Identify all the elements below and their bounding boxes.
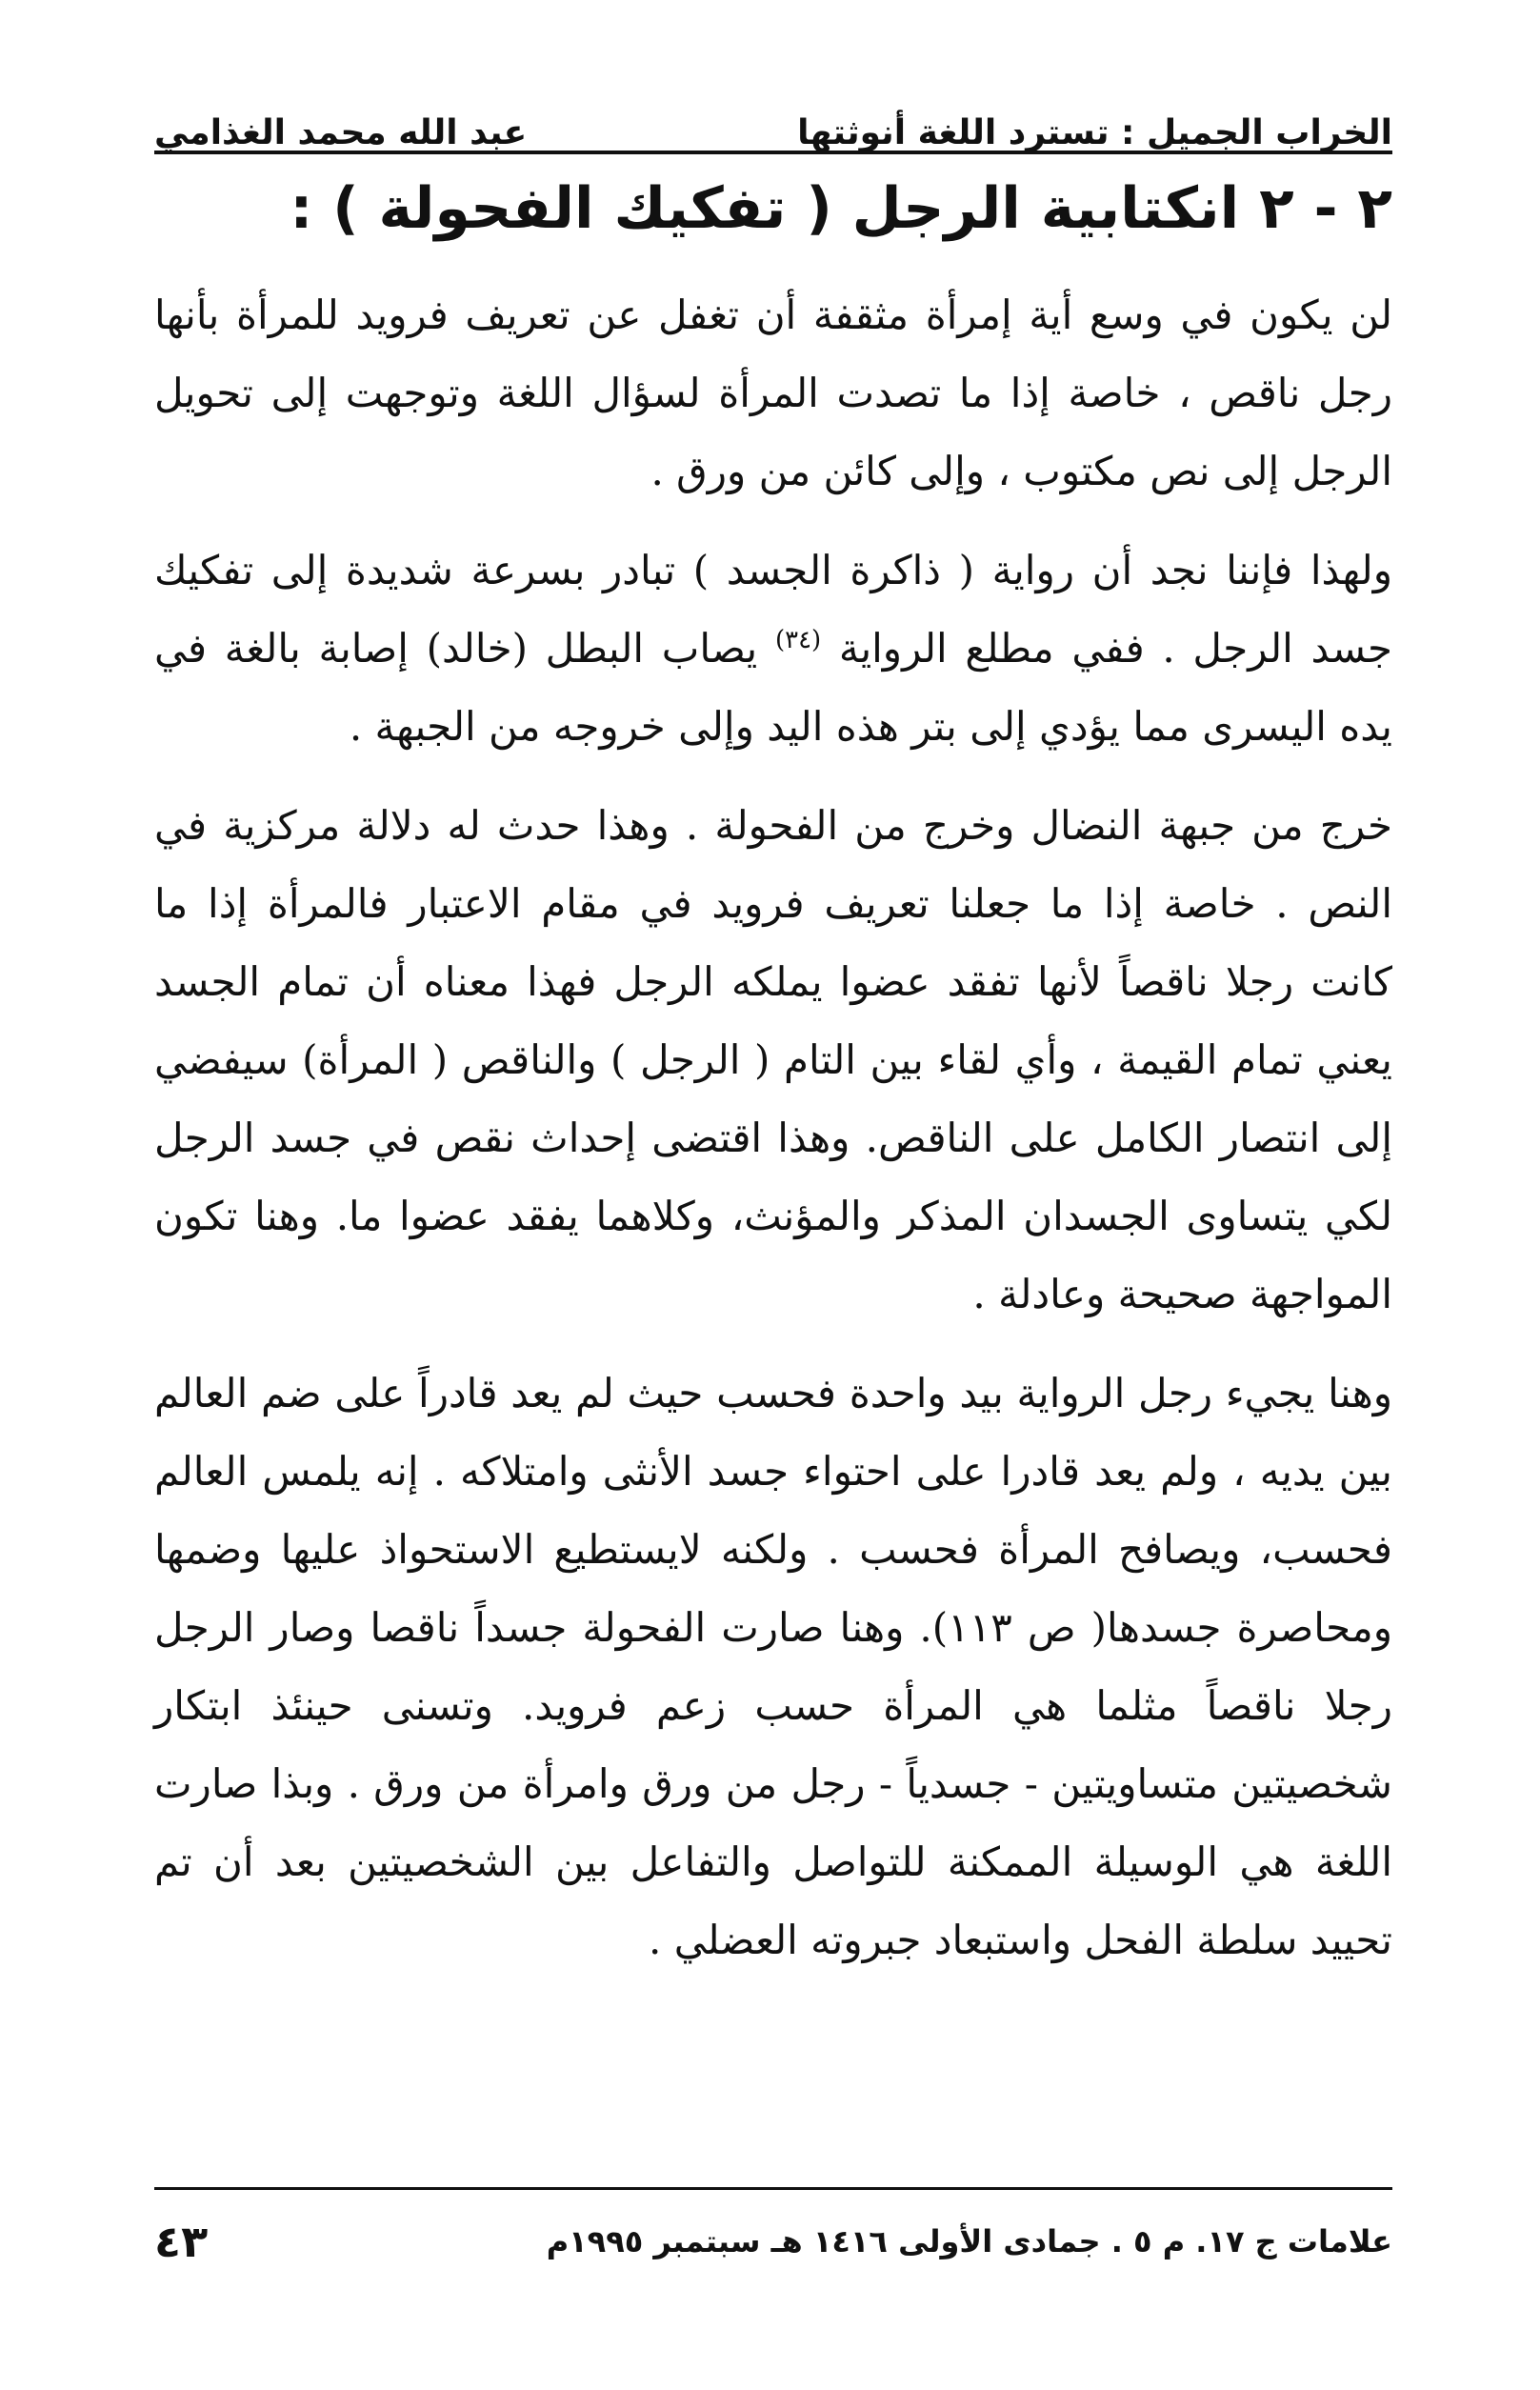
paragraph-3: خرج من جبهة النضال وخرج من الفحولة . وهذا حدث له دلالة مركزية في النص . خاصة إذا ما جعلنا تعريف فرويد في مقام الاعتبار فالمرأة إذا ما كانت رجلا ناقصاً لأنها تفقد عضوا يملكه الرجل فهذا معناه أن تمام الجسد يعني تمام القيمة ، وأي لقاء بين التام ( الرجل ) والناقص ( المرأة) سيفضي إلى انتصار الكامل على الناقص. وهذا اقتضى إحداث نقص في جسد الرجل لكي يتساوى الجسدان المذكر والمؤنث، وكلاهما يفقد عضوا ما. وهنا تكون المواجهة صحيحة وعادلة . — [154, 802, 1392, 1317]
paragraph-2 — [154, 532, 1392, 766]
book-page — [154, 0, 1392, 2390]
page-number: ٤٣ — [154, 2216, 209, 2267]
body-text — [154, 276, 1392, 2000]
footnote-reference: (٣٤) — [774, 626, 822, 654]
paragraph-4: وهنا يجيء رجل الرواية بيد واحدة فحسب حيث لم يعد قادراً على ضم العالم بين يديه ، ولم يعد قادرا على احتواء جسد الأنثى وامتلاكه . إنه يلمس العالم فحسب، ويصافح المرأة فحسب . ولكنه لايستطيع الاستحواذ عليها وضمها ومحاصرة جسدها( ص ١١٣). وهنا صارت الفحولة جسداً ناقصا وصار الرجل رجلا ناقصاً مثلما هي المرأة حسب زعم فرويد. وتسنى حينئذ ابتكار شخصيتين متساويتين - جسدياً - رجل من ورق وامرأة من ورق . وبذا صارت اللغة هي الوسيلة الممكنة للتواصل والتفاعل بين الشخصيتين بعد أن تم تحييد سلطة الفحل واستبعاد جبروته العضلي . — [154, 1370, 1392, 1963]
author-name: عبد الله محمد الغذامي — [154, 113, 528, 152]
running-footer — [154, 2208, 1392, 2275]
footer-divider — [154, 2187, 1392, 2190]
section-heading: ٢ - ٢ انكتابية الرجل ( تفكيك الفحولة ) : — [290, 175, 1392, 242]
paragraph-2-text-end: يصاب البطل (خالد) إصابة بالغة في يده اليسرى مما يؤدي إلى بتر هذه اليد وإلى خروجه من الجبهة . — [154, 625, 1392, 750]
header-divider — [154, 151, 1392, 154]
running-header — [154, 84, 1392, 151]
book-title: الخراب الجميل : تسترد اللغة أنوثتها — [797, 113, 1392, 152]
paragraph-1: لن يكون في وسع أية إمرأة مثقفة أن تغفل عن تعريف فرويد للمرأة بأنها رجل ناقص ، خاصة إذا ما تصدت المرأة لسؤال اللغة وتوجهت إلى تحويل الرجل إلى نص مكتوب ، وإلى كائن من ورق . — [154, 291, 1392, 494]
journal-issue-info: علامات ج ١٧. م ٥ . جمادى الأولى ١٤١٦ هـ سبتمبر ١٩٩٥م — [546, 2223, 1392, 2259]
paragraph-2-text-start: ولهذا فإننا نجد أن رواية ( ذاكرة الجسد ) تبادر بسرعة شديدة إلى تفكيك جسد الرجل . ففي مطلع الرواية — [154, 547, 1393, 672]
